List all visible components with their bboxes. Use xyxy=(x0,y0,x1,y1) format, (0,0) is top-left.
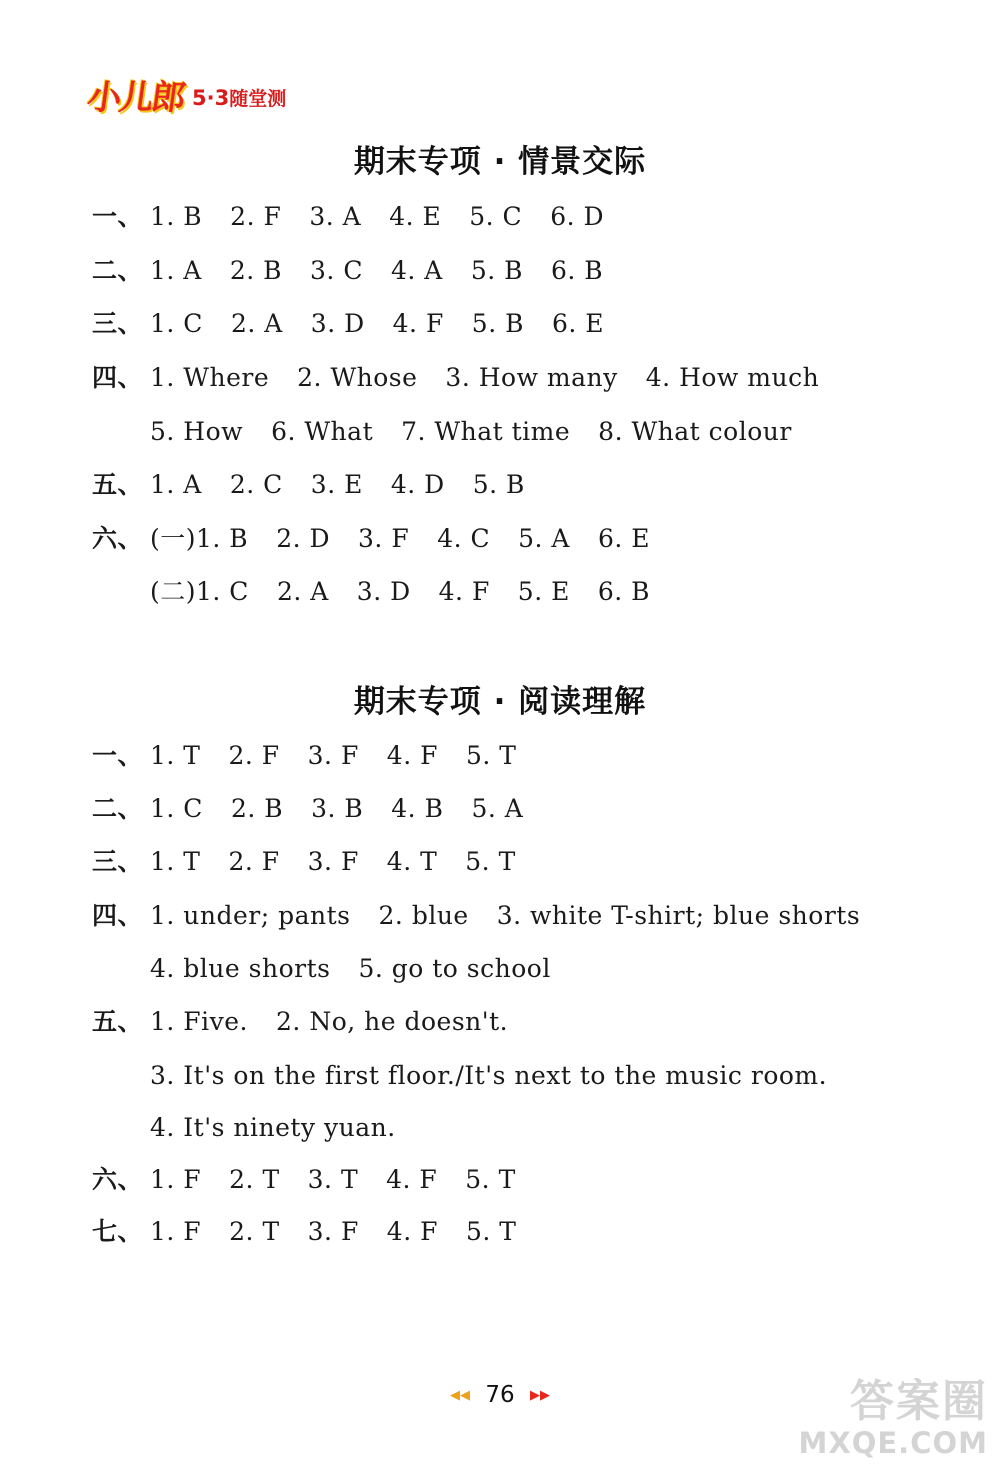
answer-item: 3. F xyxy=(307,847,359,876)
answer-item: 5. A xyxy=(471,794,524,823)
answer-item: 2. blue xyxy=(378,901,469,930)
answer-item: 2. F xyxy=(228,847,280,876)
answer-item: 4. D xyxy=(390,470,445,499)
answer-item: 4. blue shorts xyxy=(150,954,331,983)
answer-item: 3. F xyxy=(358,524,410,553)
answer-item: 1. Where xyxy=(150,363,270,392)
question-number: 四、 xyxy=(92,901,144,930)
answer-item: 5. B xyxy=(470,256,523,285)
answer-item: 5. T xyxy=(465,847,516,876)
publisher-logo xyxy=(84,72,287,118)
answer-row xyxy=(92,468,553,502)
answer-item: (二)1. C xyxy=(150,577,249,606)
answer-row xyxy=(150,415,820,449)
answer-item: (一)1. B xyxy=(150,524,249,553)
answer-item: 5. E xyxy=(517,577,570,606)
answer-item: 3. A xyxy=(309,202,362,231)
answer-item: 3. D xyxy=(310,309,365,338)
question-number: 七、 xyxy=(92,1217,144,1246)
answer-item: 2. No, he doesn't. xyxy=(276,1007,509,1036)
question-number: 三、 xyxy=(92,309,144,338)
section-title-reading: 期末专项 · 阅读理解 xyxy=(353,684,647,720)
answer-item: 2. T xyxy=(229,1217,280,1246)
watermark-logo: 答案圈 xyxy=(850,1376,988,1427)
answer-item: 4. E xyxy=(389,202,442,231)
answer-item: 3. F xyxy=(307,741,359,770)
answer-item: 4. F xyxy=(386,1165,438,1194)
answer-item: 1. A xyxy=(150,256,202,285)
answer-item: 6. What xyxy=(271,417,374,446)
logo-series xyxy=(192,84,286,111)
answer-item: 2. C xyxy=(229,470,283,499)
answer-item: 2. A xyxy=(230,309,283,338)
answer-item: 4. How much xyxy=(645,363,820,392)
answer-item: 2. D xyxy=(276,524,331,553)
answer-row xyxy=(92,254,631,288)
question-number: 六、 xyxy=(92,1165,144,1194)
question-number: 六、 xyxy=(92,524,144,553)
answer-item: 1. F xyxy=(150,1165,202,1194)
answer-item: 7. What time xyxy=(401,417,571,446)
answer-row xyxy=(92,1005,536,1039)
answer-item: 2. F xyxy=(228,741,280,770)
answer-item: 1. C xyxy=(150,309,203,338)
answer-item: 3. T xyxy=(307,1165,359,1194)
answer-item: 4. A xyxy=(390,256,443,285)
answer-item: 5. T xyxy=(465,741,517,770)
answer-item: 5. B xyxy=(471,309,524,338)
logo-number: 5·3 xyxy=(192,85,230,110)
prev-arrows-icon: ◀◀ xyxy=(450,1388,471,1403)
answer-item: 6. D xyxy=(550,202,605,231)
answer-item: 5. A xyxy=(518,524,570,553)
page-number: 76 xyxy=(485,1382,515,1408)
answer-item: 6. E xyxy=(597,524,651,553)
answer-item: 5. B xyxy=(472,470,525,499)
section-title-situational: 期末专项 · 情景交际 xyxy=(353,144,647,180)
question-number: 三、 xyxy=(92,847,144,876)
answer-row xyxy=(92,200,632,234)
answer-row xyxy=(92,361,847,395)
answer-item: 3. It's on the first floor./It's next to the music room. xyxy=(150,1061,828,1090)
answer-item: 6. B xyxy=(551,256,604,285)
watermark xyxy=(799,1378,989,1460)
question-number: 二、 xyxy=(92,794,144,823)
answer-item: 4. F xyxy=(386,1217,438,1246)
answer-item: 3. B xyxy=(311,794,364,823)
answer-item: 2. B xyxy=(229,256,283,285)
answer-row xyxy=(92,522,678,556)
answer-item: 8. What colour xyxy=(598,417,792,446)
answer-item: 1. F xyxy=(150,1217,202,1246)
answer-item: 4. C xyxy=(437,524,491,553)
answer-item: 5. go to school xyxy=(358,954,551,983)
answer-item: 2. B xyxy=(230,794,284,823)
answer-item: 1. C xyxy=(150,794,203,823)
answer-row xyxy=(92,899,888,933)
answer-item: 5. T xyxy=(465,1165,516,1194)
question-number: 一、 xyxy=(92,741,144,770)
answer-row xyxy=(150,1059,855,1093)
answer-item: 1. A xyxy=(150,470,202,499)
answer-item: 2. A xyxy=(276,577,329,606)
answer-row xyxy=(92,1163,544,1197)
answer-item: 4. It's ninety yuan. xyxy=(150,1113,396,1142)
answer-item: 3. D xyxy=(356,577,411,606)
answer-item: 3. E xyxy=(310,470,363,499)
answer-row xyxy=(150,952,579,986)
answer-item: 2. T xyxy=(229,1165,280,1194)
answer-item: 5. How xyxy=(150,417,244,446)
question-number: 四、 xyxy=(92,363,144,392)
answer-item: 2. F xyxy=(230,202,282,231)
answer-item: 1. T xyxy=(150,847,201,876)
answer-item: 6. B xyxy=(597,577,651,606)
logo-subtitle: 随堂测 xyxy=(229,87,287,110)
answer-item: 4. F xyxy=(386,741,438,770)
answer-item: 3. F xyxy=(307,1217,359,1246)
answer-row xyxy=(92,739,544,773)
answer-item: 1. B xyxy=(150,202,203,231)
answer-item: 2. Whose xyxy=(297,363,418,392)
answer-item: 5. T xyxy=(465,1217,517,1246)
answer-row xyxy=(150,1111,424,1145)
answer-item: 3. C xyxy=(310,256,363,285)
answer-row xyxy=(92,792,551,826)
question-number: 二、 xyxy=(92,256,144,285)
answer-item: 4. B xyxy=(391,794,444,823)
watermark-url: MXQE.COM xyxy=(798,1426,988,1460)
question-number: 一、 xyxy=(92,202,144,231)
answer-item: 5. C xyxy=(469,202,523,231)
answer-item: 1. under; pants xyxy=(150,901,351,930)
question-number: 五、 xyxy=(92,1007,144,1036)
answer-item: 3. How many xyxy=(445,363,618,392)
answer-item: 1. Five. xyxy=(150,1007,249,1036)
logo-brand: 小儿郎 xyxy=(84,77,187,118)
answer-row xyxy=(92,1215,544,1249)
answer-row xyxy=(92,845,544,879)
answer-item: 4. F xyxy=(438,577,490,606)
answer-item: 1. T xyxy=(150,741,201,770)
answer-item: 3. white T-shirt; blue shorts xyxy=(496,901,861,930)
answer-item: 4. T xyxy=(386,847,438,876)
answer-row xyxy=(150,575,678,609)
answer-item: 6. E xyxy=(551,309,605,338)
question-number: 五、 xyxy=(92,470,144,499)
answer-row xyxy=(92,307,632,341)
next-arrows-icon: ▶▶ xyxy=(529,1388,550,1403)
answer-item: 4. F xyxy=(392,309,444,338)
